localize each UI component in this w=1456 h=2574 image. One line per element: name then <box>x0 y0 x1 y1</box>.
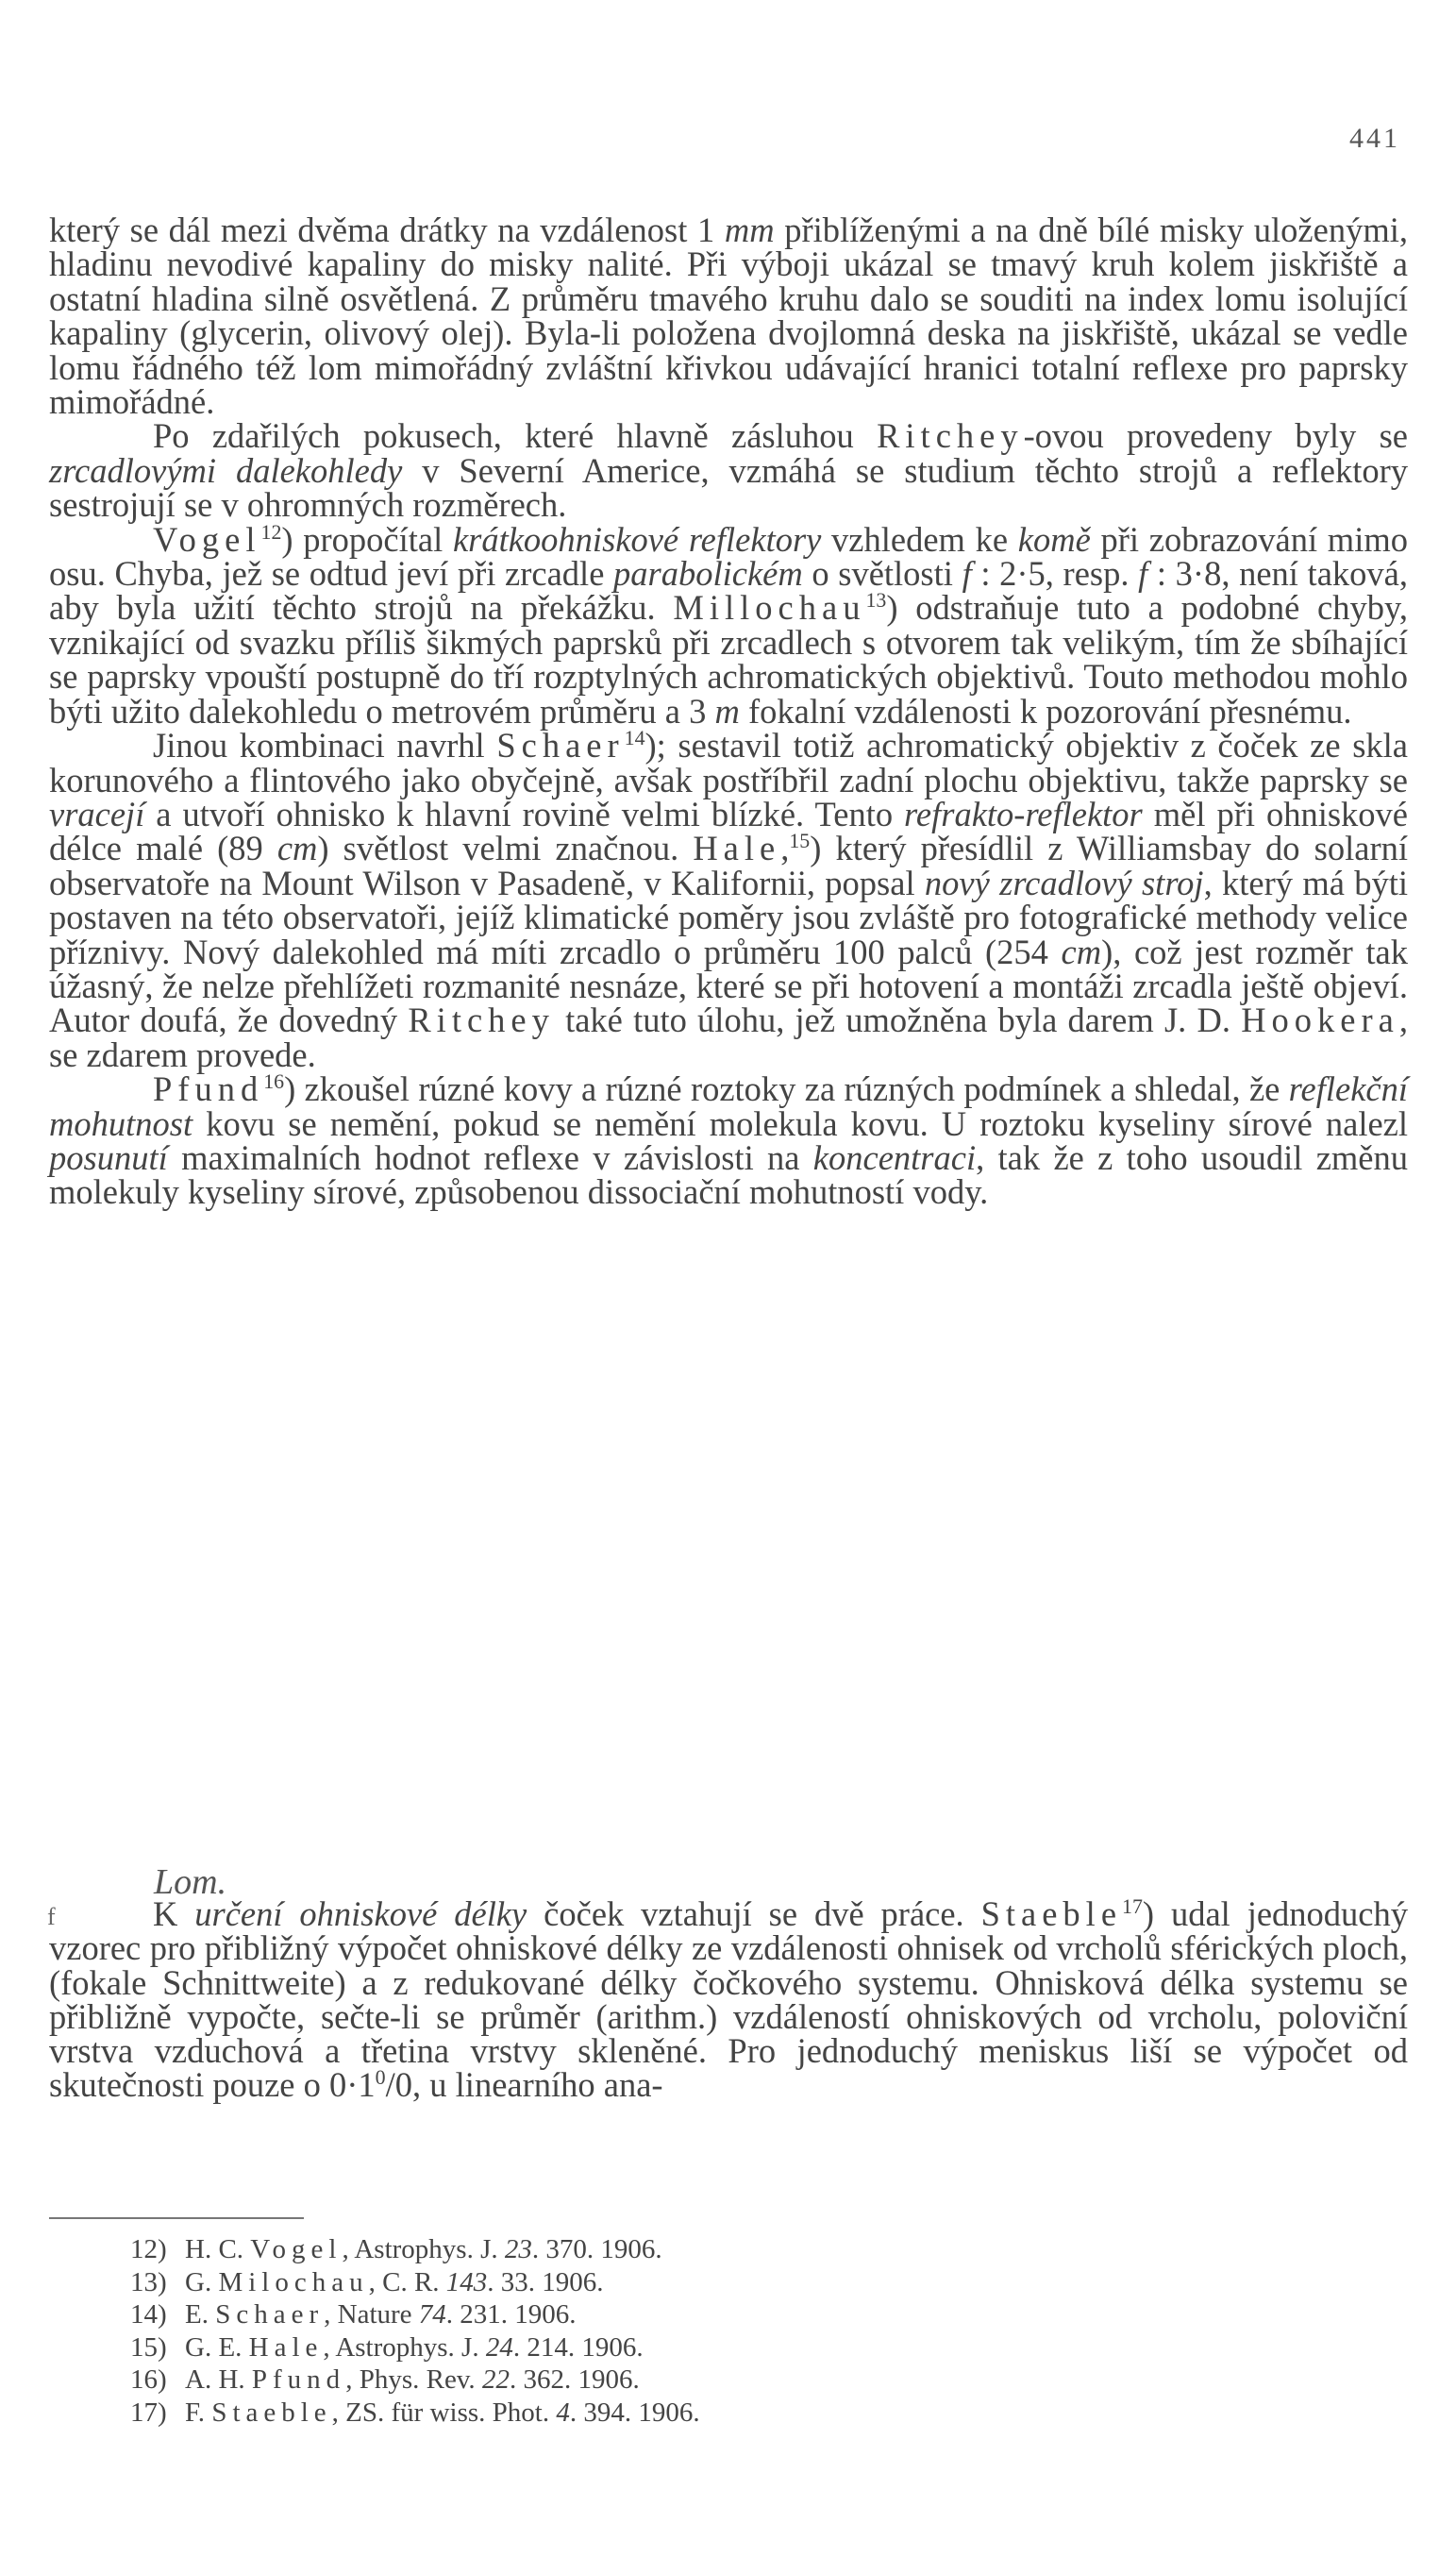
text-run: fokalní vzdálenosti k pozorování přesnému. <box>739 691 1352 731</box>
text-run: při zobrazování mimo osu. Chyba, jež se odtud jeví při zrcadle <box>49 519 1408 594</box>
italic-text: 22 <box>481 2364 510 2396</box>
paragraph <box>49 416 1408 525</box>
footnote-number: 14) <box>130 2299 167 2330</box>
text-run: A. H. <box>185 2364 252 2396</box>
spaced-name: Schaer <box>496 726 625 765</box>
italic-text: refrakto-reflektor <box>904 794 1143 833</box>
text-run: ) světlost velmi značnou. <box>317 829 694 868</box>
main-text <box>49 210 1409 1212</box>
text-run: K <box>153 1894 195 1933</box>
text-run: . 214. 1906. <box>512 2331 644 2363</box>
text-run: , Nature <box>324 2299 419 2330</box>
italic-text: cm <box>1061 932 1102 971</box>
text-run: také tuto úlohu, jež umožněna byla darem J. D. <box>554 1001 1242 1040</box>
spaced-name: Schaer <box>215 2299 325 2330</box>
text-run: ) který přesídlil z Williamsbay do solarní observatoře na Mount Wilson v Pasadeně, v Kalifornii, popsal <box>49 829 1408 902</box>
text-run: maximalních hodnot reflexe v závislosti na <box>167 1137 813 1177</box>
paragraph <box>49 210 1408 422</box>
margin-mark: f <box>47 1903 56 1930</box>
spaced-name: Staeble <box>211 2397 332 2428</box>
footnote <box>130 2331 1263 2364</box>
text-run: . 231. 1906. <box>445 2299 577 2330</box>
text-run: G. <box>185 2266 219 2297</box>
footnote-ref: 0 <box>375 2065 386 2090</box>
text-run: měl při ohniskové délce malé (89 <box>49 794 1408 868</box>
italic-text: f <box>1138 554 1148 594</box>
spaced-name: Pfund <box>251 2364 346 2396</box>
spaced-name: Vogel <box>153 519 261 559</box>
footnotes <box>130 2233 1263 2430</box>
paragraph <box>49 1893 1409 2105</box>
spaced-name: Milochau <box>218 2266 369 2297</box>
text-run: . 370. 1906. <box>531 2234 662 2264</box>
italic-text: vracejí <box>49 794 145 833</box>
text-run: o světlosti <box>802 554 962 594</box>
section-text <box>49 1893 1409 2105</box>
italic-text: parabolickém <box>613 554 803 594</box>
text-run: přiblíženými a na dně bílé misky uloženými, hladinu nevodivé kapaliny do misky nalité. Při výboji ukázal se tmavý kruh kolem jiskřiště a ostatní hladina silně osvětlená. Z průměru tmavého kruhu dalo se souditi na index lomu isolující kapaliny (glycerin, olivový olej). Byla-li položena dvojlomná deska na jiskřiště, ukázal se vedle lomu řádného též lom mimořádný zvláštní křivkou udávající hranici totalní reflexe pro paprsky mimořádné. <box>49 210 1408 422</box>
spaced-name: Ritchey <box>408 1001 555 1040</box>
text-run: 0 <box>394 2065 413 2105</box>
text-run: , který má býti postaven na této observatoři, jejíž klimatické poměry jsou zvláště pro fotografické methody velice příznivy. Nový dalekohled má míti zrcadlo o průměru 100 palců (254 <box>49 863 1408 971</box>
italic-text: 143 <box>445 2266 488 2297</box>
italic-text: nový zrcadlový stroj <box>924 863 1204 902</box>
spaced-name: Pfund <box>153 1069 264 1109</box>
text-run: : 3·8, není taková, aby byla užití těchto strojů na překážku. <box>49 554 1408 628</box>
text-run: E. <box>185 2299 216 2330</box>
spaced-name: Hale <box>248 2331 324 2363</box>
text-run: , <box>780 829 790 868</box>
text-run: ), což jest rozměr tak úžasný, že nelze přehlížeti rozmanité nesnáze, které se při hotovení a montáži zrcadla ještě objeví. Autor doufá, že dovedný <box>49 932 1408 1040</box>
paragraph <box>49 725 1409 1074</box>
footnote-ref: 12 <box>260 519 282 544</box>
italic-text: 23 <box>504 2234 532 2264</box>
footnote <box>130 2298 1263 2331</box>
text-run: . 33. 1906. <box>487 2266 604 2297</box>
text-run: , u linearního ana- <box>412 2065 663 2105</box>
spaced-name: Staeble <box>980 1894 1123 1933</box>
spaced-name: Hale <box>693 829 781 868</box>
text-run: ) propočítal <box>281 519 453 559</box>
text-run: ) odstraňuje tuto a podobné chyby, vznikající od svazku příliš šikmých paprsků při zrcadlech s otvorem tak velikým, tím že sbíhající se paprsky vpouští postupně do tří rozptylných achromatických objektivů. Touto methodou mohlo býti užito dalekohledu o metrovém průměru a 3 <box>49 588 1408 731</box>
footnote-ref: 14 <box>624 725 645 749</box>
italic-text: koncentraci <box>812 1137 977 1177</box>
text-run: vzhledem ke <box>821 519 1018 559</box>
footnote-rule <box>49 2217 304 2219</box>
footnote-ref: 15 <box>789 829 811 853</box>
spaced-name: Vogel <box>250 2234 343 2264</box>
text-run: Jinou kombinaci navrhl <box>153 726 497 765</box>
spaced-name: Hookera <box>1241 1001 1399 1040</box>
text-run: F. <box>185 2397 212 2428</box>
italic-text: 24 <box>485 2331 513 2363</box>
italic-text: mm <box>724 210 775 249</box>
text-run: v Severní Americe, vzmáhá se studium těchto strojů a reflektory sestrojují se v ohromných rozměrech. <box>49 450 1408 525</box>
italic-text: posunutí <box>49 1137 168 1177</box>
text-run: ) udal jednoduchý vzorec pro přibližný výpočet ohniskové délky ze vzdálenosti ohnisek od vrcholů sférických ploch, (fokale Schnittweite) a z redukované délky čočkového systemu. Ohnisková délka systemu se přibližně vypočte, sečte-li se průměr (arithm.) vzdáleností ohniskových od vrcholu, poloviční vrstva vzduchová a třetina vrstvy skleněné. Pro jednoduchý meniskus liší se výpočet od skutečnosti pouze o 0·1 <box>49 1894 1409 2105</box>
footnote <box>130 2397 1263 2430</box>
text-run: , C. R. <box>368 2266 446 2297</box>
footnote-number: 13) <box>130 2266 167 2297</box>
text-run: , Phys. Rev. <box>345 2364 482 2396</box>
text-run: H. C. <box>185 2234 251 2264</box>
footnote <box>130 2266 1263 2299</box>
text-run: kovu se nemění, pokud se nemění molekula kovu. U roztoku kyseliny sírové nalezl <box>192 1103 1408 1143</box>
italic-text: m <box>714 691 740 731</box>
text-run: který se dál mezi dvěma drátky na vzdálenost 1 <box>49 210 725 249</box>
footnote <box>130 2233 1263 2266</box>
text-run: / <box>385 2065 395 2105</box>
footnote-ref: 17 <box>1122 1893 1143 1918</box>
text-run: . 394. 1906. <box>569 2397 700 2428</box>
footnote-number: 17) <box>130 2397 167 2428</box>
text-run: , tak že z toho usoudil změnu molekuly kyseliny sírové, způsobenou dissociační mohutností vody. <box>49 1137 1408 1212</box>
footnote-ref: 16 <box>263 1069 285 1093</box>
text-run: a utvoří ohnisko k hlavní rovině velmi blízké. Tento <box>144 794 905 833</box>
text-run: G. E. <box>185 2331 249 2363</box>
text-run: ) zkoušel rúzné kovy a rúzné roztoky za rúzných podmínek a shledal, že <box>284 1069 1289 1109</box>
italic-text: reflekční mohutnost <box>49 1069 1408 1143</box>
italic-text: f <box>962 554 972 594</box>
page-number: 441 <box>1349 123 1400 154</box>
text-run: , ZS. für wiss. Phot. <box>331 2397 557 2428</box>
text-run: čoček vztahují se dvě práce. <box>527 1894 981 1933</box>
footnote-number: 15) <box>130 2331 167 2363</box>
text-run: Po zdařilých pokusech, které hlavně zásluhou <box>153 416 878 456</box>
text-run: . 362. 1906. <box>509 2364 640 2396</box>
text-run: ); sestavil totiž achromatický objektiv z čoček ze skla korunového a flintového jako obyčejně, avšak postříbřil zadní plochu objektivu, takže paprsky se <box>49 726 1409 799</box>
italic-text: zrcadlovými dalekohledy <box>49 450 403 490</box>
text-run: , Astrophys. J. <box>342 2234 505 2264</box>
italic-text: cm <box>276 829 318 868</box>
spaced-name: Ritchey <box>877 416 1024 456</box>
text-run: -ovou provedeny byly se <box>1023 416 1408 456</box>
italic-text: komě <box>1017 519 1091 559</box>
paragraph <box>49 519 1408 731</box>
footnote-number: 16) <box>130 2364 167 2396</box>
text-run: , Astrophys. J. <box>323 2331 486 2363</box>
text-run: , se zdarem provede. <box>49 1001 1408 1074</box>
spaced-name: Millochau <box>673 588 866 628</box>
italic-text: určení ohniskové délky <box>194 1894 527 1933</box>
footnote-number: 12) <box>130 2234 167 2264</box>
footnote-ref: 13 <box>865 588 887 613</box>
footnote <box>130 2364 1263 2397</box>
italic-text: 4 <box>556 2397 570 2428</box>
italic-text: 74 <box>418 2299 446 2330</box>
section-heading: Lom. <box>154 1862 227 1902</box>
text-run: : 2·5, resp. <box>971 554 1139 594</box>
italic-text: krátkoohniskové reflektory <box>452 519 822 559</box>
paragraph <box>49 1069 1408 1212</box>
